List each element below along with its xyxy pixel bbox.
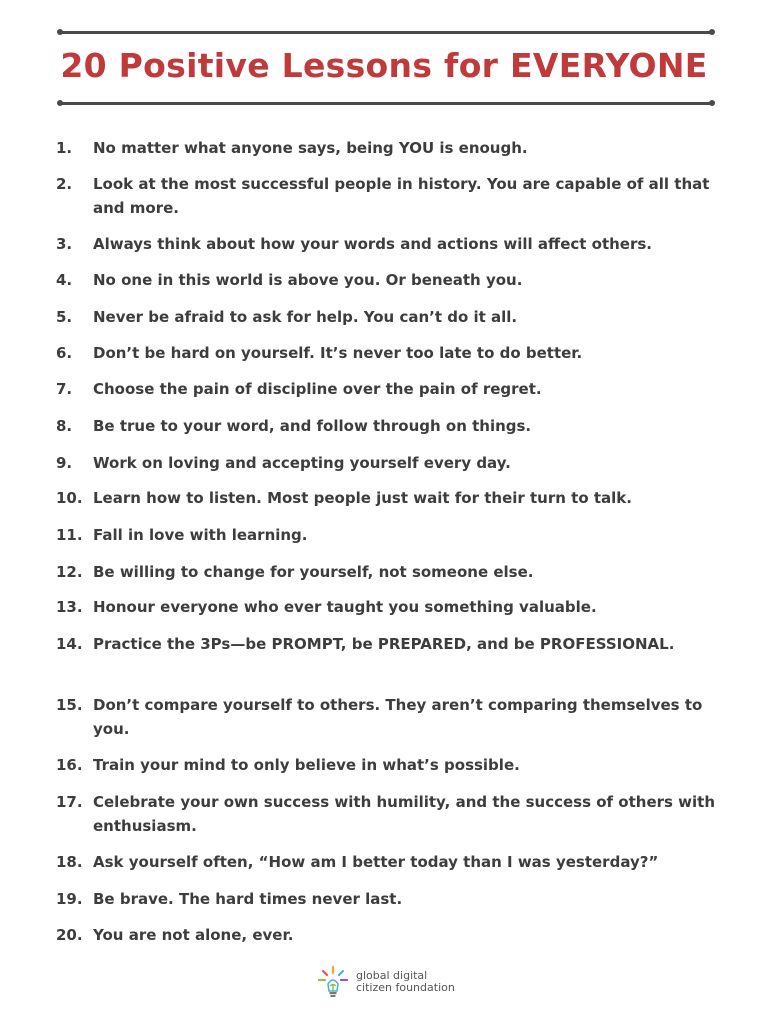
lesson-number: 13.: [56, 598, 83, 616]
lesson-number: 9.: [56, 454, 73, 472]
lesson-text: Look at the most successful people in history. You are capable of all that and more.: [93, 175, 710, 217]
lesson-number: 19.: [56, 890, 83, 908]
lesson-text: You are not alone, ever.: [93, 926, 294, 944]
lesson-number: 2.: [56, 175, 73, 193]
lesson-number: 10.: [56, 489, 83, 507]
lesson-number: 7.: [56, 380, 73, 398]
lesson-text: Never be afraid to ask for help. You can’t do it all.: [93, 308, 518, 326]
lesson-text: No matter what anyone says, being YOU is enough.: [93, 139, 528, 157]
lesson-number: 8.: [56, 417, 73, 435]
lesson-number: 1.: [56, 139, 73, 157]
lesson-text: Be brave. The hard times never last.: [93, 890, 403, 908]
lesson-text: Fall in love with learning.: [93, 526, 308, 544]
lesson-number: 18.: [56, 853, 83, 871]
lesson-number: 20.: [56, 926, 83, 944]
lesson-number: 5.: [56, 308, 73, 326]
lightbulb-icon: [316, 964, 350, 1000]
footer: [316, 964, 516, 1004]
lesson-text: Don’t compare yourself to others. They aren’t comparing themselves to you.: [93, 696, 703, 738]
lesson-number: 16.: [56, 756, 83, 774]
lesson-number: 15.: [56, 696, 83, 714]
top-divider: [60, 31, 712, 34]
bottom-divider: [60, 102, 712, 105]
lesson-text: Be willing to change for yourself, not someone else.: [93, 563, 534, 581]
lesson-text: Honour everyone who ever taught you something valuable.: [93, 598, 597, 616]
lesson-text: No one in this world is above you. Or beneath you.: [93, 271, 523, 289]
organization-name: [356, 970, 455, 994]
lesson-number: 6.: [56, 344, 73, 362]
page-title: 20 Positive Lessons for EVERYONE: [60, 46, 708, 85]
lesson-number: 17.: [56, 793, 83, 811]
lesson-number: 3.: [56, 235, 73, 253]
lesson-number: 14.: [56, 635, 83, 653]
lesson-text: Work on loving and accepting yourself every day.: [93, 454, 511, 472]
lesson-text: Practice the 3Ps—be PROMPT, be PREPARED, and be PROFESSIONAL.: [93, 635, 675, 653]
lesson-text: Learn how to listen. Most people just wait for their turn to talk.: [93, 489, 632, 507]
lesson-text: Be true to your word, and follow through on things.: [93, 417, 532, 435]
organization-name-line1: global digital: [356, 969, 428, 982]
lesson-number: 12.: [56, 563, 83, 581]
lesson-number: 11.: [56, 526, 83, 544]
lesson-number: 4.: [56, 271, 73, 289]
lesson-text: Don’t be hard on yourself. It’s never too late to do better.: [93, 344, 583, 362]
lesson-text: Choose the pain of discipline over the pain of regret.: [93, 380, 542, 398]
lesson-text: Always think about how your words and actions will affect others.: [93, 235, 652, 253]
lesson-text: Train your mind to only believe in what’s possible.: [93, 756, 520, 774]
lesson-text: Celebrate your own success with humility, and the success of others with enthusiasm.: [93, 793, 716, 835]
lesson-text: Ask yourself often, “How am I better today than I was yesterday?”: [93, 853, 659, 871]
organization-name-line2: citizen foundation: [356, 981, 455, 994]
